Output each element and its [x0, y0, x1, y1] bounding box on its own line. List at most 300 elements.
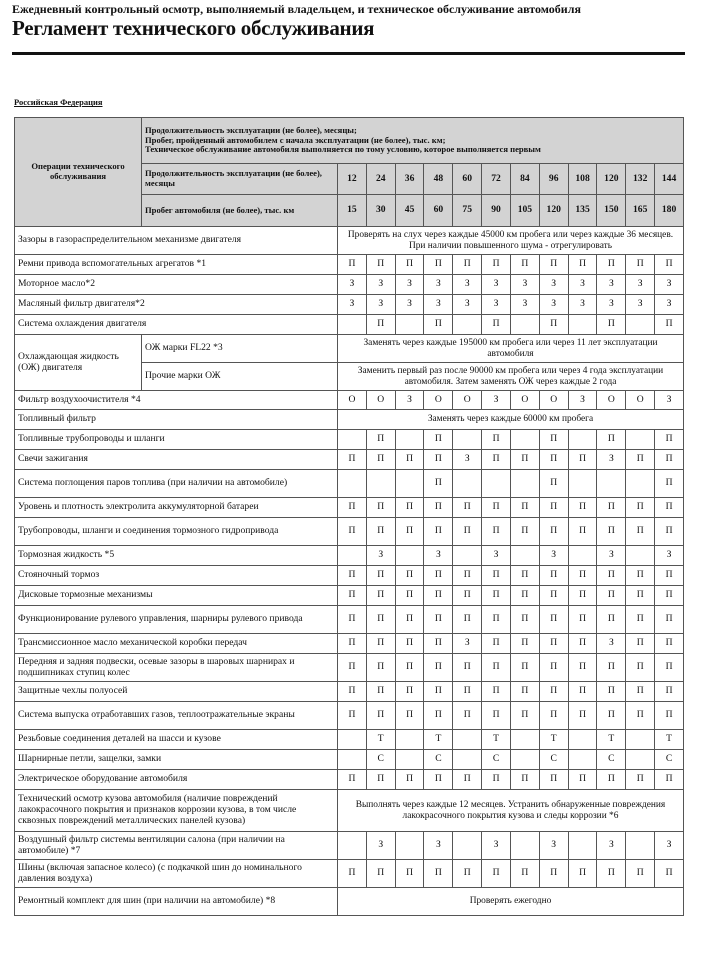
operation-note: Заменять через каждые 60000 км пробега: [338, 410, 684, 430]
schedule-cell: П: [338, 518, 367, 546]
schedule-cell: [338, 832, 367, 860]
km-value: 105: [510, 195, 539, 227]
schedule-cell: П: [453, 682, 482, 702]
schedule-cell: Т: [597, 730, 626, 750]
schedule-cell: З: [626, 295, 655, 315]
schedule-cell: П: [568, 566, 597, 586]
schedule-cell: [568, 546, 597, 566]
schedule-cell: П: [655, 634, 684, 654]
schedule-cell: З: [395, 275, 424, 295]
operation-label: Фильтр воздухоочистителя *4: [15, 391, 338, 410]
schedule-cell: П: [395, 586, 424, 606]
schedule-cell: П: [366, 634, 395, 654]
schedule-cell: П: [568, 654, 597, 682]
schedule-cell: П: [366, 702, 395, 730]
schedule-cell: П: [539, 770, 568, 790]
page-subtitle: Ежедневный контрольный осмотр, выполняемый владельцем, и техническое обслуживание автомобиля: [12, 2, 581, 16]
schedule-cell: [626, 546, 655, 566]
operation-label: Дисковые тормозные механизмы: [15, 586, 338, 606]
operation-note: Проверять на слух через каждые 45000 км пробега или через каждые 36 месяцев. При наличии повышенного шума - отрегулировать: [338, 227, 684, 255]
schedule-cell: З: [338, 295, 367, 315]
schedule-row: [15, 295, 684, 315]
schedule-cell: Т: [482, 730, 511, 750]
schedule-cell: П: [568, 702, 597, 730]
schedule-cell: П: [510, 682, 539, 702]
condition-line: Техническое обслуживание автомобиля выполняется по тому условию, которое выполняется первым: [145, 144, 541, 155]
schedule-cell: [395, 750, 424, 770]
schedule-cell: З: [655, 391, 684, 410]
schedule-cell: З: [453, 634, 482, 654]
coolant-type-fl22: ОЖ марки FL22 *3: [142, 335, 338, 363]
schedule-cell: П: [510, 566, 539, 586]
schedule-row: [15, 634, 684, 654]
schedule-cell: П: [568, 518, 597, 546]
schedule-cell: П: [453, 860, 482, 888]
schedule-cell: П: [655, 770, 684, 790]
schedule-cell: З: [655, 832, 684, 860]
schedule-cell: П: [424, 430, 453, 450]
schedule-row: [15, 315, 684, 335]
schedule-cell: П: [366, 860, 395, 888]
operation-label: Функционирование рулевого управления, шарниры рулевого привода: [15, 606, 338, 634]
schedule-cell: П: [626, 586, 655, 606]
km-value: 30: [366, 195, 395, 227]
schedule-cell: [568, 470, 597, 498]
schedule-cell: П: [597, 430, 626, 450]
schedule-cell: [395, 730, 424, 750]
schedule-cell: П: [424, 770, 453, 790]
schedule-cell: П: [482, 518, 511, 546]
schedule-cell: П: [655, 498, 684, 518]
operation-label: Технический осмотр кузова автомобиля (наличие повреждений лакокрасочного покрытия и признаков коррозии кузова, в том числе сквозных повреждений металлических панелей кузова): [15, 790, 338, 832]
schedule-cell: П: [539, 586, 568, 606]
km-label: Пробег автомобиля (не более), тыс. км: [142, 195, 338, 227]
schedule-cell: П: [510, 770, 539, 790]
months-value: 12: [338, 164, 367, 195]
schedule-cell: П: [510, 654, 539, 682]
schedule-cell: П: [626, 702, 655, 730]
schedule-cell: П: [655, 586, 684, 606]
schedule-cell: П: [626, 450, 655, 470]
schedule-cell: П: [482, 586, 511, 606]
operation-label: Шарнирные петли, защелки, замки: [15, 750, 338, 770]
schedule-cell: З: [539, 546, 568, 566]
schedule-cell: П: [424, 860, 453, 888]
months-value: 108: [568, 164, 597, 195]
schedule-cell: З: [597, 832, 626, 860]
schedule-cell: П: [395, 498, 424, 518]
schedule-cell: О: [338, 391, 367, 410]
schedule-cell: П: [655, 255, 684, 275]
schedule-cell: П: [655, 682, 684, 702]
schedule-cell: П: [539, 634, 568, 654]
schedule-cell: П: [424, 315, 453, 335]
schedule-cell: П: [539, 654, 568, 682]
schedule-cell: [338, 315, 367, 335]
schedule-cell: П: [424, 654, 453, 682]
schedule-cell: П: [597, 586, 626, 606]
schedule-cell: П: [597, 654, 626, 682]
schedule-cell: П: [655, 450, 684, 470]
operation-label: Масляный фильтр двигателя*2: [15, 295, 338, 315]
schedule-cell: [568, 750, 597, 770]
operation-label: Шины (включая запасное колесо) (с подкачкой шин до номинального давления воздуха): [15, 860, 338, 888]
schedule-cell: П: [338, 860, 367, 888]
coolant-fl22-note: Заменять через каждые 195000 км пробега или через 11 лет эксплуатации автомобиля: [338, 335, 684, 363]
maintenance-schedule-table: [14, 117, 684, 916]
schedule-cell: П: [366, 255, 395, 275]
schedule-cell: П: [568, 682, 597, 702]
schedule-cell: З: [453, 295, 482, 315]
schedule-cell: П: [482, 315, 511, 335]
schedule-cell: П: [626, 606, 655, 634]
schedule-cell: [626, 730, 655, 750]
schedule-row: [15, 730, 684, 750]
schedule-cell: П: [510, 498, 539, 518]
schedule-cell: З: [568, 295, 597, 315]
schedule-cell: П: [338, 450, 367, 470]
schedule-cell: П: [655, 860, 684, 888]
months-value: 36: [395, 164, 424, 195]
schedule-cell: П: [510, 702, 539, 730]
schedule-cell: П: [510, 255, 539, 275]
km-value: 165: [626, 195, 655, 227]
operation-label: Свечи зажигания: [15, 450, 338, 470]
schedule-cell: П: [366, 606, 395, 634]
schedule-cell: З: [597, 546, 626, 566]
schedule-cell: З: [453, 275, 482, 295]
schedule-cell: З: [568, 275, 597, 295]
schedule-cell: [626, 832, 655, 860]
schedule-cell: П: [510, 634, 539, 654]
schedule-cell: С: [597, 750, 626, 770]
schedule-cell: З: [482, 832, 511, 860]
km-value: 75: [453, 195, 482, 227]
schedule-cell: П: [453, 498, 482, 518]
operation-label: Резьбовые соединения деталей на шасси и кузове: [15, 730, 338, 750]
schedule-cell: П: [510, 606, 539, 634]
schedule-cell: [338, 546, 367, 566]
schedule-cell: [510, 430, 539, 450]
schedule-cell: П: [597, 702, 626, 730]
schedule-cell: П: [395, 654, 424, 682]
schedule-cell: П: [539, 450, 568, 470]
schedule-cell: П: [568, 634, 597, 654]
schedule-cell: П: [626, 654, 655, 682]
operation-label: Стояночный тормоз: [15, 566, 338, 586]
operation-label: Передняя и задняя подвески, осевые зазоры в шаровых шарнирах и подшипниках ступиц колес: [15, 654, 338, 682]
schedule-cell: [510, 470, 539, 498]
schedule-cell: Т: [366, 730, 395, 750]
schedule-cell: П: [597, 518, 626, 546]
operation-label: Воздушный фильтр системы вентиляции салона (при наличии на автомобиле) *7: [15, 832, 338, 860]
months-value: 72: [482, 164, 511, 195]
schedule-cell: З: [395, 391, 424, 410]
schedule-cell: З: [482, 546, 511, 566]
schedule-cell: П: [453, 255, 482, 275]
months-value: 84: [510, 164, 539, 195]
schedule-cell: Т: [655, 730, 684, 750]
schedule-row: [15, 498, 684, 518]
schedule-row: [15, 702, 684, 730]
schedule-cell: З: [338, 275, 367, 295]
schedule-cell: П: [453, 770, 482, 790]
schedule-cell: П: [366, 566, 395, 586]
operation-label: Система охлаждения двигателя: [15, 315, 338, 335]
schedule-cell: П: [568, 860, 597, 888]
schedule-cell: П: [482, 606, 511, 634]
operation-label: Моторное масло*2: [15, 275, 338, 295]
schedule-cell: П: [453, 518, 482, 546]
schedule-cell: П: [482, 702, 511, 730]
schedule-cell: [338, 750, 367, 770]
schedule-row: [15, 410, 684, 430]
schedule-cell: П: [655, 566, 684, 586]
schedule-cell: З: [424, 832, 453, 860]
schedule-cell: О: [597, 391, 626, 410]
schedule-cell: [395, 832, 424, 860]
page-title: Регламент технического обслуживания: [12, 16, 375, 40]
schedule-cell: П: [482, 654, 511, 682]
schedule-cell: П: [424, 450, 453, 470]
schedule-cell: П: [655, 470, 684, 498]
schedule-cell: П: [539, 315, 568, 335]
schedule-cell: [510, 750, 539, 770]
schedule-cell: П: [453, 606, 482, 634]
schedule-cell: П: [597, 315, 626, 335]
months-value: 48: [424, 164, 453, 195]
schedule-cell: П: [655, 315, 684, 335]
schedule-cell: З: [597, 450, 626, 470]
schedule-cell: П: [597, 606, 626, 634]
schedule-cell: [510, 315, 539, 335]
schedule-cell: П: [338, 654, 367, 682]
schedule-cell: П: [366, 770, 395, 790]
schedule-row: [15, 586, 684, 606]
operation-label: Защитные чехлы полуосей: [15, 682, 338, 702]
schedule-cell: С: [424, 750, 453, 770]
operation-label: Зазоры в газораспределительном механизме двигателя: [15, 227, 338, 255]
schedule-cell: З: [453, 450, 482, 470]
schedule-cell: П: [539, 498, 568, 518]
schedule-row: [15, 750, 684, 770]
schedule-cell: [395, 470, 424, 498]
schedule-row: [15, 227, 684, 255]
schedule-cell: [395, 315, 424, 335]
operations-header: Операции технического обслуживания: [15, 118, 142, 227]
schedule-cell: П: [539, 702, 568, 730]
coolant-other-note: Заменить первый раз после 90000 км пробега или через 4 года эксплуатации автомобиля. Затем заменять ОЖ через каждые 2 года: [338, 363, 684, 391]
schedule-cell: П: [568, 255, 597, 275]
schedule-cell: [626, 430, 655, 450]
schedule-cell: П: [453, 566, 482, 586]
schedule-cell: З: [424, 295, 453, 315]
schedule-cell: П: [366, 654, 395, 682]
schedule-row: [15, 770, 684, 790]
schedule-cell: П: [482, 860, 511, 888]
schedule-cell: [453, 546, 482, 566]
schedule-cell: О: [424, 391, 453, 410]
schedule-cell: З: [539, 275, 568, 295]
schedule-cell: П: [568, 450, 597, 470]
schedule-cell: П: [626, 682, 655, 702]
schedule-cell: С: [655, 750, 684, 770]
schedule-cell: [568, 315, 597, 335]
schedule-row: [15, 275, 684, 295]
schedule-cell: [568, 730, 597, 750]
schedule-cell: З: [424, 275, 453, 295]
schedule-cell: З: [366, 546, 395, 566]
schedule-cell: З: [366, 275, 395, 295]
schedule-cell: П: [395, 634, 424, 654]
schedule-cell: П: [395, 860, 424, 888]
operation-label: Ремонтный комплект для шин (при наличии на автомобиле) *8: [15, 888, 338, 916]
schedule-cell: П: [568, 770, 597, 790]
schedule-cell: П: [395, 682, 424, 702]
schedule-cell: З: [655, 546, 684, 566]
schedule-cell: П: [482, 634, 511, 654]
schedule-cell: П: [395, 518, 424, 546]
schedule-cell: З: [597, 634, 626, 654]
schedule-cell: З: [510, 275, 539, 295]
schedule-cell: П: [655, 654, 684, 682]
schedule-row: [15, 518, 684, 546]
schedule-cell: П: [366, 586, 395, 606]
schedule-cell: П: [482, 430, 511, 450]
operation-note: Проверять ежегодно: [338, 888, 684, 916]
schedule-cell: П: [366, 430, 395, 450]
schedule-cell: П: [510, 450, 539, 470]
schedule-cell: З: [539, 295, 568, 315]
schedule-row: [15, 654, 684, 682]
km-value: 45: [395, 195, 424, 227]
operation-label: Охлаждающая жидкость (ОЖ) двигателя: [15, 335, 142, 391]
schedule-cell: П: [395, 770, 424, 790]
schedule-cell: З: [366, 295, 395, 315]
schedule-cell: П: [482, 682, 511, 702]
schedule-cell: П: [482, 255, 511, 275]
schedule-cell: [568, 832, 597, 860]
schedule-cell: П: [539, 860, 568, 888]
schedule-cell: П: [539, 606, 568, 634]
schedule-cell: П: [366, 315, 395, 335]
schedule-cell: З: [568, 391, 597, 410]
condition-line: Продолжительность эксплуатации (не более), месяцы;: [145, 125, 357, 136]
schedule-row: [15, 888, 684, 916]
schedule-cell: С: [366, 750, 395, 770]
schedule-cell: П: [338, 606, 367, 634]
header-conditions-row: [15, 118, 684, 164]
schedule-cell: О: [626, 391, 655, 410]
schedule-cell: П: [395, 566, 424, 586]
operation-label: Система поглощения паров топлива (при наличии на автомобиле): [15, 470, 338, 498]
schedule-cell: [510, 546, 539, 566]
schedule-cell: [395, 546, 424, 566]
schedule-cell: П: [482, 770, 511, 790]
schedule-cell: П: [366, 682, 395, 702]
schedule-cell: [626, 750, 655, 770]
months-value: 120: [597, 164, 626, 195]
schedule-cell: С: [482, 750, 511, 770]
schedule-row: [15, 335, 684, 363]
schedule-row: [15, 566, 684, 586]
schedule-cell: [338, 430, 367, 450]
schedule-cell: [626, 470, 655, 498]
schedule-row: [15, 606, 684, 634]
schedule-cell: П: [597, 498, 626, 518]
schedule-cell: П: [568, 498, 597, 518]
schedule-cell: П: [424, 498, 453, 518]
schedule-cell: П: [655, 430, 684, 450]
schedule-cell: П: [597, 770, 626, 790]
months-value: 132: [626, 164, 655, 195]
schedule-cell: О: [453, 391, 482, 410]
schedule-cell: [366, 470, 395, 498]
operation-label: Тормозная жидкость *5: [15, 546, 338, 566]
schedule-cell: [510, 832, 539, 860]
schedule-cell: П: [539, 255, 568, 275]
schedule-cell: П: [539, 682, 568, 702]
schedule-cell: [453, 730, 482, 750]
schedule-cell: П: [482, 450, 511, 470]
schedule-cell: П: [626, 770, 655, 790]
schedule-cell: З: [539, 832, 568, 860]
schedule-row: [15, 430, 684, 450]
km-value: 150: [597, 195, 626, 227]
schedule-cell: З: [424, 546, 453, 566]
schedule-cell: [626, 315, 655, 335]
schedule-cell: П: [626, 634, 655, 654]
schedule-cell: П: [366, 450, 395, 470]
operation-label: Трансмиссионное масло механической коробки передач: [15, 634, 338, 654]
operation-label: Система выпуска отработавших газов, теплоотражательные экраны: [15, 702, 338, 730]
schedule-cell: [453, 430, 482, 450]
schedule-cell: З: [655, 275, 684, 295]
schedule-cell: П: [366, 498, 395, 518]
schedule-cell: З: [597, 295, 626, 315]
schedule-cell: П: [338, 770, 367, 790]
schedule-cell: П: [453, 586, 482, 606]
schedule-cell: П: [395, 702, 424, 730]
schedule-cell: [482, 470, 511, 498]
schedule-cell: П: [482, 566, 511, 586]
schedule-cell: [453, 315, 482, 335]
schedule-cell: [510, 730, 539, 750]
schedule-cell: [338, 730, 367, 750]
conditions-header: [142, 118, 684, 164]
schedule-cell: П: [510, 860, 539, 888]
schedule-cell: П: [338, 702, 367, 730]
schedule-cell: П: [597, 860, 626, 888]
operation-label: Топливный фильтр: [15, 410, 338, 430]
schedule-cell: П: [424, 518, 453, 546]
schedule-cell: З: [626, 275, 655, 295]
coolant-type-other: Прочие марки ОЖ: [142, 363, 338, 391]
schedule-cell: П: [510, 586, 539, 606]
schedule-cell: П: [424, 634, 453, 654]
schedule-cell: П: [626, 860, 655, 888]
schedule-cell: П: [338, 255, 367, 275]
schedule-cell: П: [453, 702, 482, 730]
months-value: 144: [655, 164, 684, 195]
operation-note: Выполнять через каждые 12 месяцев. Устранить обнаруженные повреждения лакокрасочного покрытия кузова и следы коррозии *6: [338, 790, 684, 832]
schedule-cell: П: [539, 566, 568, 586]
schedule-cell: П: [482, 498, 511, 518]
title-divider: [12, 52, 685, 55]
schedule-cell: П: [338, 498, 367, 518]
schedule-cell: П: [366, 518, 395, 546]
months-value: 24: [366, 164, 395, 195]
